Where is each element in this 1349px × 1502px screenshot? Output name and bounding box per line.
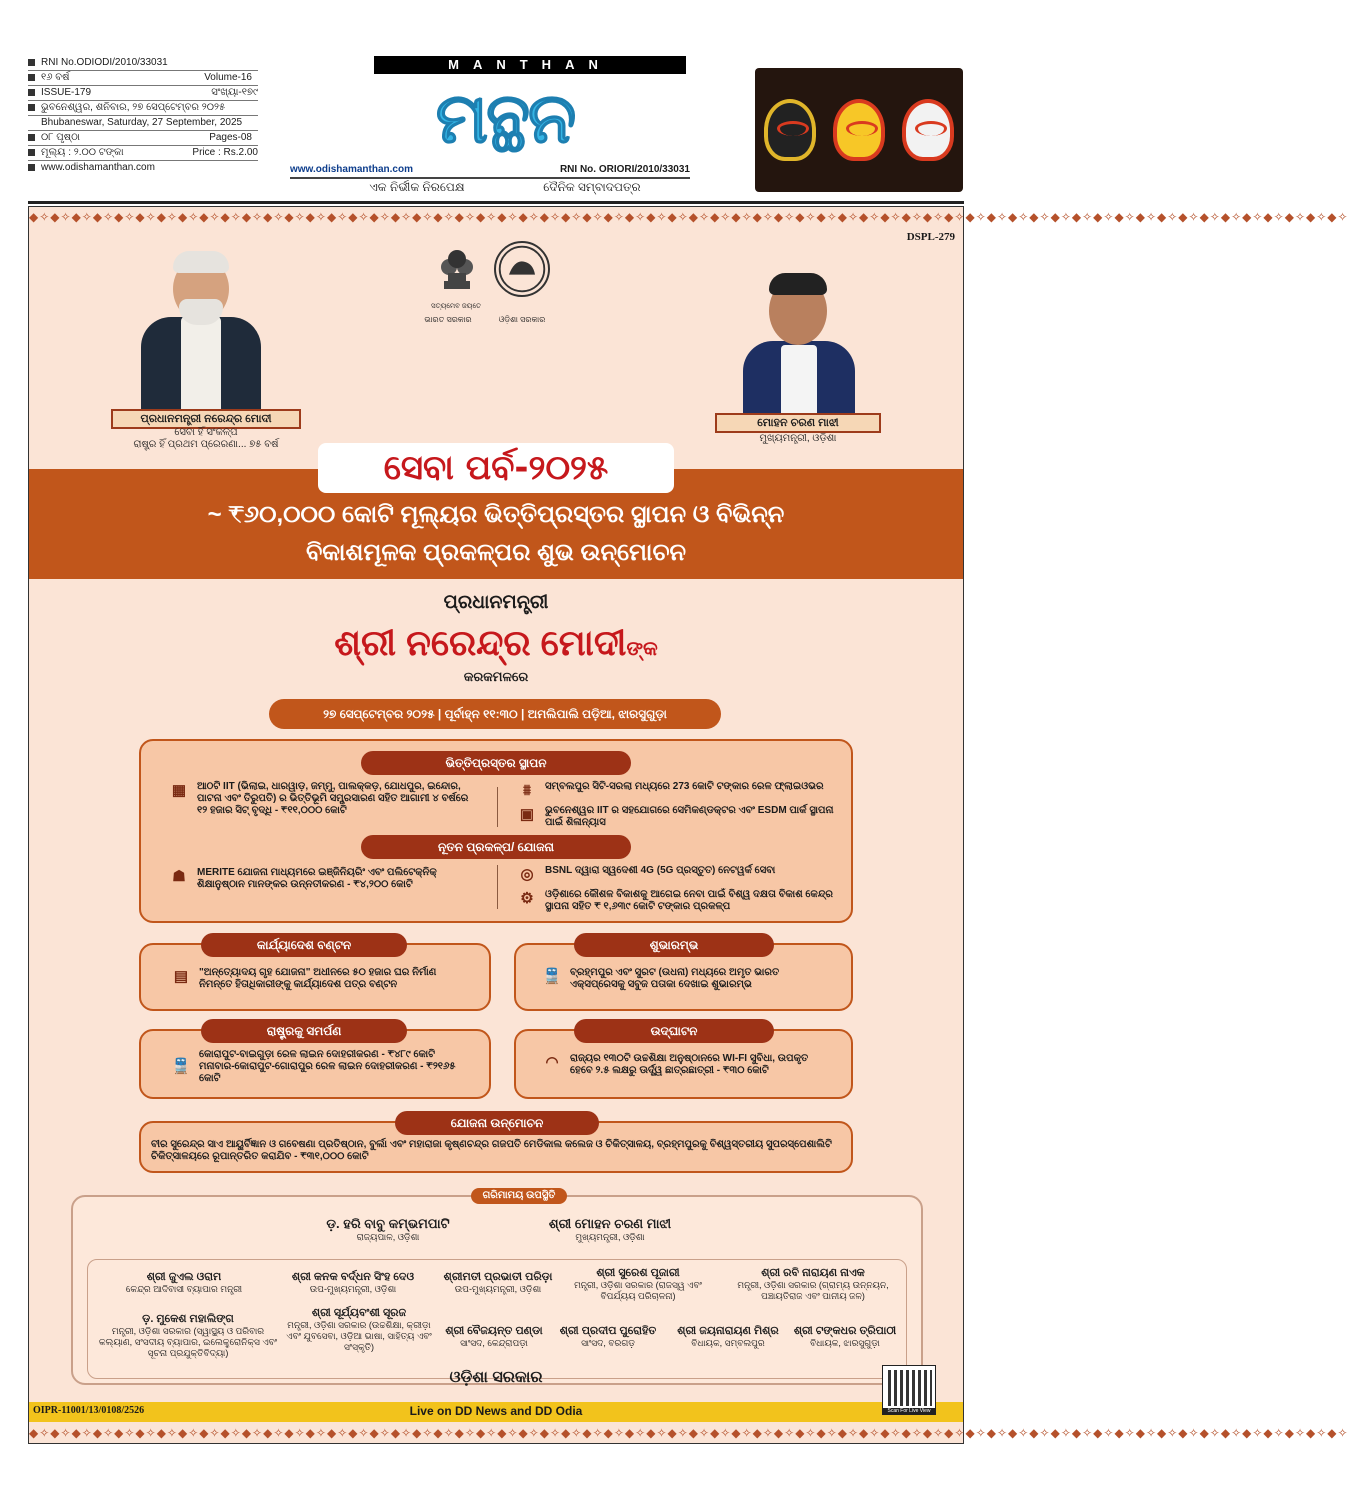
launch-item-text: ବ୍ରହ୍ମପୁର ଏବଂ ସୁରଟ (ଉଧନା) ମଧ୍ୟରେ ଅମୃତ ଭାରତ ଏକ୍ସପ୍ରେସକୁ ସବୁଜ ପତାକା ଦେଖାଇ ଶୁଭାରମ୍ଭ [570, 967, 780, 990]
newspaper-logo [290, 56, 690, 196]
inauguration-item [542, 1053, 832, 1077]
chip-icon: ▣ [519, 806, 535, 823]
tagline [330, 180, 680, 195]
emblem-label-india: ଭାରତ ସରକାର [424, 315, 472, 324]
vip-row2-4 [548, 1324, 668, 1349]
launch-heading: ଶୁଭାରମ୍ଭ [574, 933, 774, 957]
document-icon: ▤ [173, 968, 189, 985]
logo-bar-english: MANTHAN [374, 56, 686, 74]
event-title: ସେବା ପର୍ବ-୨୦୨୫ [318, 443, 674, 493]
train-icon: 🚆 [542, 968, 562, 985]
event-date-venue: ୨୭ ସେପ୍ଟେମ୍ବର ୨୦୨୫ | ପୂର୍ବାହ୍ନ ୧୧:୩୦ | ଅମଲିପାଲି ପଡ଼ିଆ, ଝାରସୁଗୁଡ଼ା [269, 699, 721, 729]
pm-subtitle-2: ରାଷ୍ଟ୍ର ହିଁ ପ୍ରଥମ ପ୍ରେରଣା... ୭୫ ବର୍ଷ [133, 439, 279, 450]
graduate-icon: ☗ [172, 868, 186, 885]
vip-name: ଶ୍ରୀ ମୋହନ ଚରଣ ମାଝୀ [548, 1216, 672, 1231]
dedication-heading: ରାଷ୍ଟ୍ରକୁ ସମର୍ପଣ [201, 1019, 407, 1043]
vip-role: ବିଧାୟକ, ଝାରସୁଗୁଡ଼ା [810, 1338, 880, 1348]
new-project-bsnl-text: BSNL ଦ୍ୱାରା ସ୍ୱଦେଶୀ 4G (5G ପ୍ରସ୍ତୁତ) ନେଟୱର୍କ ସେବା [545, 865, 776, 876]
new-projects-heading: ନୂତନ ପ୍ରକଳ୍ପ/ ଯୋଜନା [361, 835, 631, 859]
new-project-merite-text: MERITE ଯୋଜନା ମାଧ୍ୟମରେ ଇଞ୍ଜିନିୟରିଂ ଏବଂ ପଲିଟେକ୍ନିକ୍ ଶିକ୍ଷାନୁଷ୍ଠାନ ମାନଙ୍କର ଉନ୍ନତୀକରଣ - ₹୪,୨୦୦ କୋଟି [197, 867, 437, 890]
vip-name: ଶ୍ରୀ ବୈଜୟନ୍ତ ପଣ୍ଡା [445, 1325, 543, 1337]
national-emblem-icon [434, 237, 480, 301]
vip-role: ଉପ-ମୁଖ୍ୟମନ୍ତ୍ରୀ, ଓଡ଼ିଶା [309, 1284, 397, 1294]
karakamal-label: କରକମଳରେ [463, 669, 529, 684]
vip-name: ଡ଼. ମୁକେଶ ମହାଲିଙ୍ଗ [142, 1313, 234, 1325]
cm-shirt [781, 345, 817, 421]
vip-role: ମନ୍ତ୍ରୀ, ଓଡ଼ିଶା ସରକାର (ଉଚ୍ଚଶିକ୍ଷା, କ୍ରୀଡ଼ା ଏବଂ ଯୁବସେବା, ଓଡ଼ିଆ ଭାଷା, ସାହିତ୍ୟ ଏବଂ ସଂସ୍କୃତି) [286, 1320, 432, 1352]
vip-role: ଉପ-ମୁଖ୍ୟମନ୍ତ୍ରୀ, ଓଡ଼ିଶା [454, 1284, 542, 1294]
vip-row1-2 [278, 1270, 428, 1295]
vip-role: ମୁଖ୍ୟମନ୍ତ୍ରୀ, ଓଡ଼ିଶା [575, 1232, 645, 1242]
scheme-launch-item-text: ବୀର ସୁରେନ୍ଦ୍ର ସାଏ ଆୟୁର୍ବିଜ୍ଞାନ ଓ ଗବେଷଣା ପ୍ରତିଷ୍ଠାନ, ବୁର୍ଲା ଏବଂ ମହାରାଜା କୃଷ୍ଣଚନ୍ଦ୍ର ଗଜପତି ମେଡିକାଲ କଲେଜ ଓ ଚିକିତ୍ସାଳୟ, ବ୍ରହ୍ମପୁରକୁ ବିଶ୍ୱସ୍ତରୀୟ ସୁପରସ୍ପେଶାଲିଟି ଚିକିତ୍ସାଳୟରେ ରୂପାନ୍ତରିତ କରାଯିବ - ₹୩୧,୦୦୦ କୋଟି [151, 1139, 832, 1162]
vip-role: ବିଧାୟକ, ସମ୍ବଲପୁର [691, 1338, 765, 1348]
pages: Pages-08 [209, 132, 252, 143]
dignitaries-tag: ଗରିମାମୟ ଉପସ୍ଥିତି [471, 1188, 567, 1204]
vip-role: ରାଜ୍ୟପାଳ, ଓଡ଼ିଶା [356, 1232, 420, 1242]
emblem-label-odisha: ଓଡ଼ିଶା ସରକାର [498, 315, 546, 324]
tower-icon: ◎ [520, 866, 534, 883]
tagline-right: ଦୈନିକ ସମ୍ବାଦପତ୍ର [543, 180, 641, 194]
inauguration-box [514, 1024, 853, 1099]
launch-item [542, 967, 832, 991]
deity-face-icon [902, 99, 954, 161]
date-english: Bhubaneswar, Saturday, 27 September, 2025 [41, 117, 243, 128]
border-pattern-top: ◆✧◆✧◆✧◆✧◆✧◆✧◆✧◆✧◆✧◆✧◆✧◆✧◆✧◆✧◆✧◆✧◆✧◆✧◆✧◆✧◆✧◆✧◆✧◆✧◆✧◆✧◆✧◆✧◆✧◆✧◆✧◆✧◆✧◆✧◆✧◆✧◆✧◆✧◆✧◆✧◆✧◆✧◆✧◆✧◆✧◆✧◆✧◆✧◆✧◆✧◆✧◆✧◆✧◆✧◆✧◆✧◆✧◆✧◆✧◆✧◆✧◆✧ [29, 207, 963, 227]
vip-chief-minister [525, 1215, 695, 1243]
vip-role: କେନ୍ଦ୍ର ଆଦିବାସୀ ବ୍ୟାପାର ମନ୍ତ୍ରୀ [125, 1284, 243, 1294]
vip-name: ଶ୍ରୀ ସୂର୍ଯ୍ୟବଂଶୀ ସୂରଜ [311, 1307, 407, 1319]
deity-face-icon [764, 99, 816, 161]
pm-name [29, 622, 963, 665]
pm-photo [121, 247, 281, 412]
cm-hair [769, 273, 827, 295]
dedication-item-2: ମନାବାର-କୋରାପୁଟ-ଗୋରାପୁର ରେଳ ଲାଇନ ଦୋହରୀକରଣ - ₹୨୧୬୫ କୋଟି [199, 1061, 456, 1084]
dignitaries-list [87, 1259, 907, 1379]
vip-row2-2 [284, 1306, 434, 1353]
wifi-icon: ◠ [545, 1054, 559, 1071]
masthead-rule [28, 201, 964, 204]
dedication-item-1: କୋରାପୁଟ-ବାଇଗୁଡ଼ା ରେଳ ଲାଇନ ଦୋହରୀକରଣ - ₹୪୮୯ କୋଟି [199, 1049, 436, 1060]
vip-name: ଶ୍ରୀ ଜୟନାରାୟଣ ମିଶ୍ର [677, 1325, 779, 1337]
vip-governor [303, 1215, 473, 1243]
pm-subtitle-1: ସେବା ହିଁ ସଂକଳ୍ପ [174, 427, 238, 438]
ad-code: DSPL-279 [906, 231, 955, 243]
vip-row2-6 [790, 1324, 900, 1349]
vip-name: ଶ୍ରୀ ପ୍ରଦୀପ ପୁରୋହିତ [559, 1325, 657, 1337]
building-icon: ▦ [171, 782, 187, 799]
foundation-item-iit [169, 781, 479, 817]
dedication-item-texts [199, 1049, 471, 1085]
border-pattern-bottom: ◆✧◆✧◆✧◆✧◆✧◆✧◆✧◆✧◆✧◆✧◆✧◆✧◆✧◆✧◆✧◆✧◆✧◆✧◆✧◆✧◆✧◆✧◆✧◆✧◆✧◆✧◆✧◆✧◆✧◆✧◆✧◆✧◆✧◆✧◆✧◆✧◆✧◆✧◆✧◆✧◆✧◆✧◆✧◆✧◆✧◆✧◆✧◆✧◆✧◆✧◆✧◆✧◆✧◆✧◆✧◆✧◆✧◆✧◆✧◆✧◆✧◆✧ [29, 1423, 963, 1443]
new-project-skill [517, 889, 837, 913]
rni-number: RNI No.ODIODI/2010/33031 [41, 57, 168, 68]
work-orders-heading: କାର୍ଯ୍ୟାଦେଶ ବଣ୍ଟନ [201, 933, 407, 957]
issue-number: ISSUE-179 [41, 87, 92, 98]
qr-label: Scan For Live View [883, 1408, 935, 1414]
vip-name: ଶ୍ରୀ କନକ ବର୍ଦ୍ଧନ ସିଂହ ଦେଓ [291, 1271, 415, 1283]
dedication-box [139, 1024, 491, 1099]
year-odia: ୧୬ ବର୍ଷ [41, 72, 70, 83]
pm-hair [173, 251, 229, 273]
vip-name: ଶ୍ରୀ ରବି ନାରାୟଣ ନାଏକ [761, 1267, 865, 1279]
odisha-emblem-icon [494, 241, 550, 297]
vip-name: ଶ୍ରୀ ଟଙ୍କଧର ତ୍ରିପାଠୀ [793, 1325, 897, 1337]
vip-row2-1 [98, 1312, 278, 1359]
divider [497, 787, 498, 827]
cm-photo [719, 265, 879, 415]
vip-role: ମନ୍ତ୍ରୀ, ଓଡ଼ିଶା ସରକାର (ଗ୍ରାମ୍ୟ ଉନ୍ନୟନ, ପଞ୍ଚାୟତିରାଜ ଏବଂ ପାନୀୟ ଜଳ) [737, 1280, 889, 1301]
logo-odia: ମନ୍ଥନ [435, 77, 575, 159]
inauguration-item-text: ରାଜ୍ୟର ୧୩୦ଟି ଉଚ୍ଚଶିକ୍ଷା ଅନୁଷ୍ଠାନରେ WI-FI ସୁବିଧା, ଉପକୃତ ହେବେ ୨.୫ ଲକ୍ଷରୁ ଊର୍ଦ୍ଧ୍ୱ ଛାତ୍ରଛାତ୍ରୀ - ₹୩୦ କୋଟି [570, 1053, 809, 1076]
new-project-skill-text: ଓଡ଼ିଶାରେ କୌଶଳ ବିକାଶକୁ ଆଗେଇ ନେବା ପାଇଁ ବିଶ୍ୱ ଦକ୍ଷତା ବିକାଶ କେନ୍ଦ୍ର ସ୍ଥାପନା ସହିତ ₹ ୧,୬୩୯ କୋଟି ଟଙ୍କାର ପ୍ରକଳ୍ପ [545, 889, 833, 912]
headline-line-2: ବିକାଶମୂଳକ ପ୍ରକଳ୍ପର ଶୁଭ ଉନ୍ମୋଚନ [305, 539, 687, 566]
logo-urls [290, 162, 690, 179]
qr-icon [888, 1370, 932, 1406]
vip-name: ଶ୍ରୀ ସୁରେଶ ପୂଜାରୀ [596, 1267, 680, 1279]
oipr-number: OIPR-11001/13/0108/2526 [33, 1405, 145, 1416]
deity-face-icon [833, 99, 885, 161]
work-orders-box [139, 938, 491, 1011]
launch-box [514, 938, 853, 1011]
pm-name-text: ଶ୍ରୀ ନରେନ୍ଦ୍ର ମୋଦୀ [334, 622, 627, 663]
divider [497, 865, 498, 909]
emblem-motto: ସତ୍ୟମେବ ଜୟତେ [431, 303, 481, 310]
headline-line-1: ~ ₹୬୦,୦୦୦ କୋଟି ମୂଲ୍ୟର ଭିତ୍ତିପ୍ରସ୍ତର ସ୍ଥାପନ ଓ ବିଭିନ୍ନ [207, 501, 785, 528]
vip-row2-5 [668, 1324, 788, 1349]
pm-name-banner: ପ୍ରଧାନମନ୍ତ୍ରୀ ନରେନ୍ଦ୍ର ମୋଦୀ [111, 409, 301, 429]
scheme-launch-heading: ଯୋଜନା ଉନ୍ମୋଚନ [395, 1111, 599, 1135]
qr-code[interactable] [882, 1365, 936, 1415]
date-odia: ଭୁବନେଶ୍ୱର, ଶନିବାର, ୨୭ ସେପ୍ଟେମ୍ବର ୨୦୨୫ [41, 102, 226, 113]
deity-image [755, 68, 963, 192]
dedication-item [171, 1049, 471, 1085]
work-orders-item-text: "ଅନ୍ତ୍ୟୋଦୟ ଗୃହ ଯୋଜନା" ଅଧୀନରେ ୫୦ ହଜାର ଘର ନିର୍ମାଣ ନିମନ୍ତେ ହିତାଧିକାରୀଙ୍କୁ କାର୍ଯ୍ୟାଦେଶ ପତ୍ର ବଣ୍ଟନ [199, 967, 437, 990]
vip-role: ମନ୍ତ୍ରୀ, ଓଡ଼ିଶା ସରକାର (ରାଜସ୍ୱ ଏବଂ ବିପର୍ଯ୍ୟୟ ପରିଚାଳନା) [574, 1280, 702, 1301]
scheme-launch-box [139, 1116, 853, 1173]
website-link[interactable]: www.odishamanthan.com [41, 162, 155, 173]
projects-box [139, 739, 853, 923]
foundation-item-semiconductor [517, 805, 837, 829]
pages-odia: ୦୮ ପୃଷ୍ଠା [41, 132, 81, 143]
logo-url[interactable]: www.odishamanthan.com [290, 164, 413, 175]
govt-label: ଓଡ଼ିଶା ସରକାର [449, 1369, 543, 1386]
vip-row1-5 [728, 1266, 898, 1302]
new-project-merite [169, 867, 479, 891]
price-odia: ମୂଲ୍ୟ : ୨.୦୦ ଟଙ୍କା [41, 147, 124, 158]
scheme-launch-item [151, 1139, 841, 1163]
vip-role: ମନ୍ତ୍ରୀ, ଓଡ଼ିଶା ସରକାର (ସ୍ୱାସ୍ଥ୍ୟ ଓ ପରିବାର କଲ୍ୟାଣ, ସଂସଦୀୟ ବ୍ୟାପାର, ଇଲେକ୍ଟ୍ରୋନିକ୍ସ ଏବଂ ସୂଚନା ପ୍ରଯୁକ୍ତିବିଦ୍ୟା) [98, 1326, 278, 1358]
emblems [424, 237, 564, 327]
gear-icon: ⚙ [520, 890, 534, 907]
cm-name-banner: ମୋହନ ଚରଣ ମାଝୀ [715, 413, 881, 433]
inauguration-heading: ଉଦ୍‌ଘାଟନ [574, 1019, 774, 1043]
pm-label: ପ୍ରଧାନମନ୍ତ୍ରୀ [443, 592, 549, 613]
vip-row1-4 [558, 1266, 718, 1302]
vip-role: ସାଂସଦ, କେନ୍ଦ୍ରାପଡ଼ା [460, 1338, 528, 1348]
logo-rni: RNI No. ORIORI/2010/33031 [559, 164, 690, 175]
masthead [28, 52, 964, 200]
cm-subtitle: ମୁଖ୍ୟମନ୍ତ୍ରୀ, ଓଡ଼ିଶା [759, 433, 837, 444]
issue-info [28, 56, 258, 175]
vip-row2-3 [434, 1324, 554, 1349]
rail-icon: 🚆 [171, 1058, 191, 1075]
live-on-dd: Live on DD News and DD Odia [409, 1404, 583, 1418]
foundation-item-flyover-text: ସମ୍ବଲପୁର ସିଟି-ସରଲା ମଧ୍ୟରେ 273 କୋଟି ଟଙ୍କାର ରେଳ ଫ୍ଲାଇଓଭର [545, 781, 824, 792]
bridge-icon: ⩩ [522, 782, 531, 799]
foundation-heading: ଭିତ୍ତିପ୍ରସ୍ତର ସ୍ଥାପନ [361, 751, 631, 775]
dignitaries-section [71, 1190, 923, 1385]
foundation-item-semiconductor-text: ଭୁବନେଶ୍ୱର IIT ର ସହଯୋଗରେ ସେମିକଣ୍ଡକ୍ଟର ଏବଂ ESDM ପାର୍କ ସ୍ଥାପନା ପାଇଁ ଶିଳାନ୍ୟାସ [545, 805, 834, 828]
vip-name: ଡ଼. ହରି ବାବୁ କମ୍ଭମପାଟି [326, 1216, 450, 1231]
vip-row1-3 [428, 1270, 568, 1295]
foundation-item-flyover [517, 781, 837, 801]
vip-role: ସାଂସଦ, ବରଗଡ଼ [581, 1338, 635, 1348]
advertisement [28, 206, 1349, 1444]
pm-name-suffix: ଙ୍କ [626, 638, 658, 660]
work-orders-item [171, 967, 471, 991]
issue-odia: ସଂଖ୍ୟା-୧୭୯ [211, 87, 258, 98]
vip-name: ଶ୍ରୀ ଜୁଏଲ ଓରାମ [146, 1271, 222, 1283]
vip-name: ଶ୍ରୀମତୀ ପ୍ରଭାତୀ ପରିଡ଼ା [443, 1271, 553, 1283]
price: Price : Rs.2.00 [192, 147, 258, 158]
pm-shirt [181, 317, 221, 417]
tagline-left: ଏକ ନିର୍ଭୀକ ନିରପେକ୍ଷ [369, 180, 465, 194]
foundation-item-iit-text: ଆଠଟି IIT (ଭିଲାଇ, ଧାରୱାଡ଼, ଜମ୍ମୁ, ପାଲକ୍କଡ଼, ଯୋଧପୁର, ଇନ୍ଦୋର, ପାଟନା ଏବଂ ତିରୁପତି) ର ଭିତ୍ତିଭୂମି ସମ୍ପ୍ରସାରଣ ସହିତ ଆଗାମୀ ୪ ବର୍ଷରେ ୧୨ ହଜାର ସିଟ୍ ବୃଦ୍ଧି - ₹୧୧,୦୦୦ କୋଟି [197, 781, 469, 816]
vip-row1-1 [114, 1270, 254, 1295]
new-project-bsnl [517, 865, 837, 885]
volume: Volume-16 [204, 72, 252, 83]
